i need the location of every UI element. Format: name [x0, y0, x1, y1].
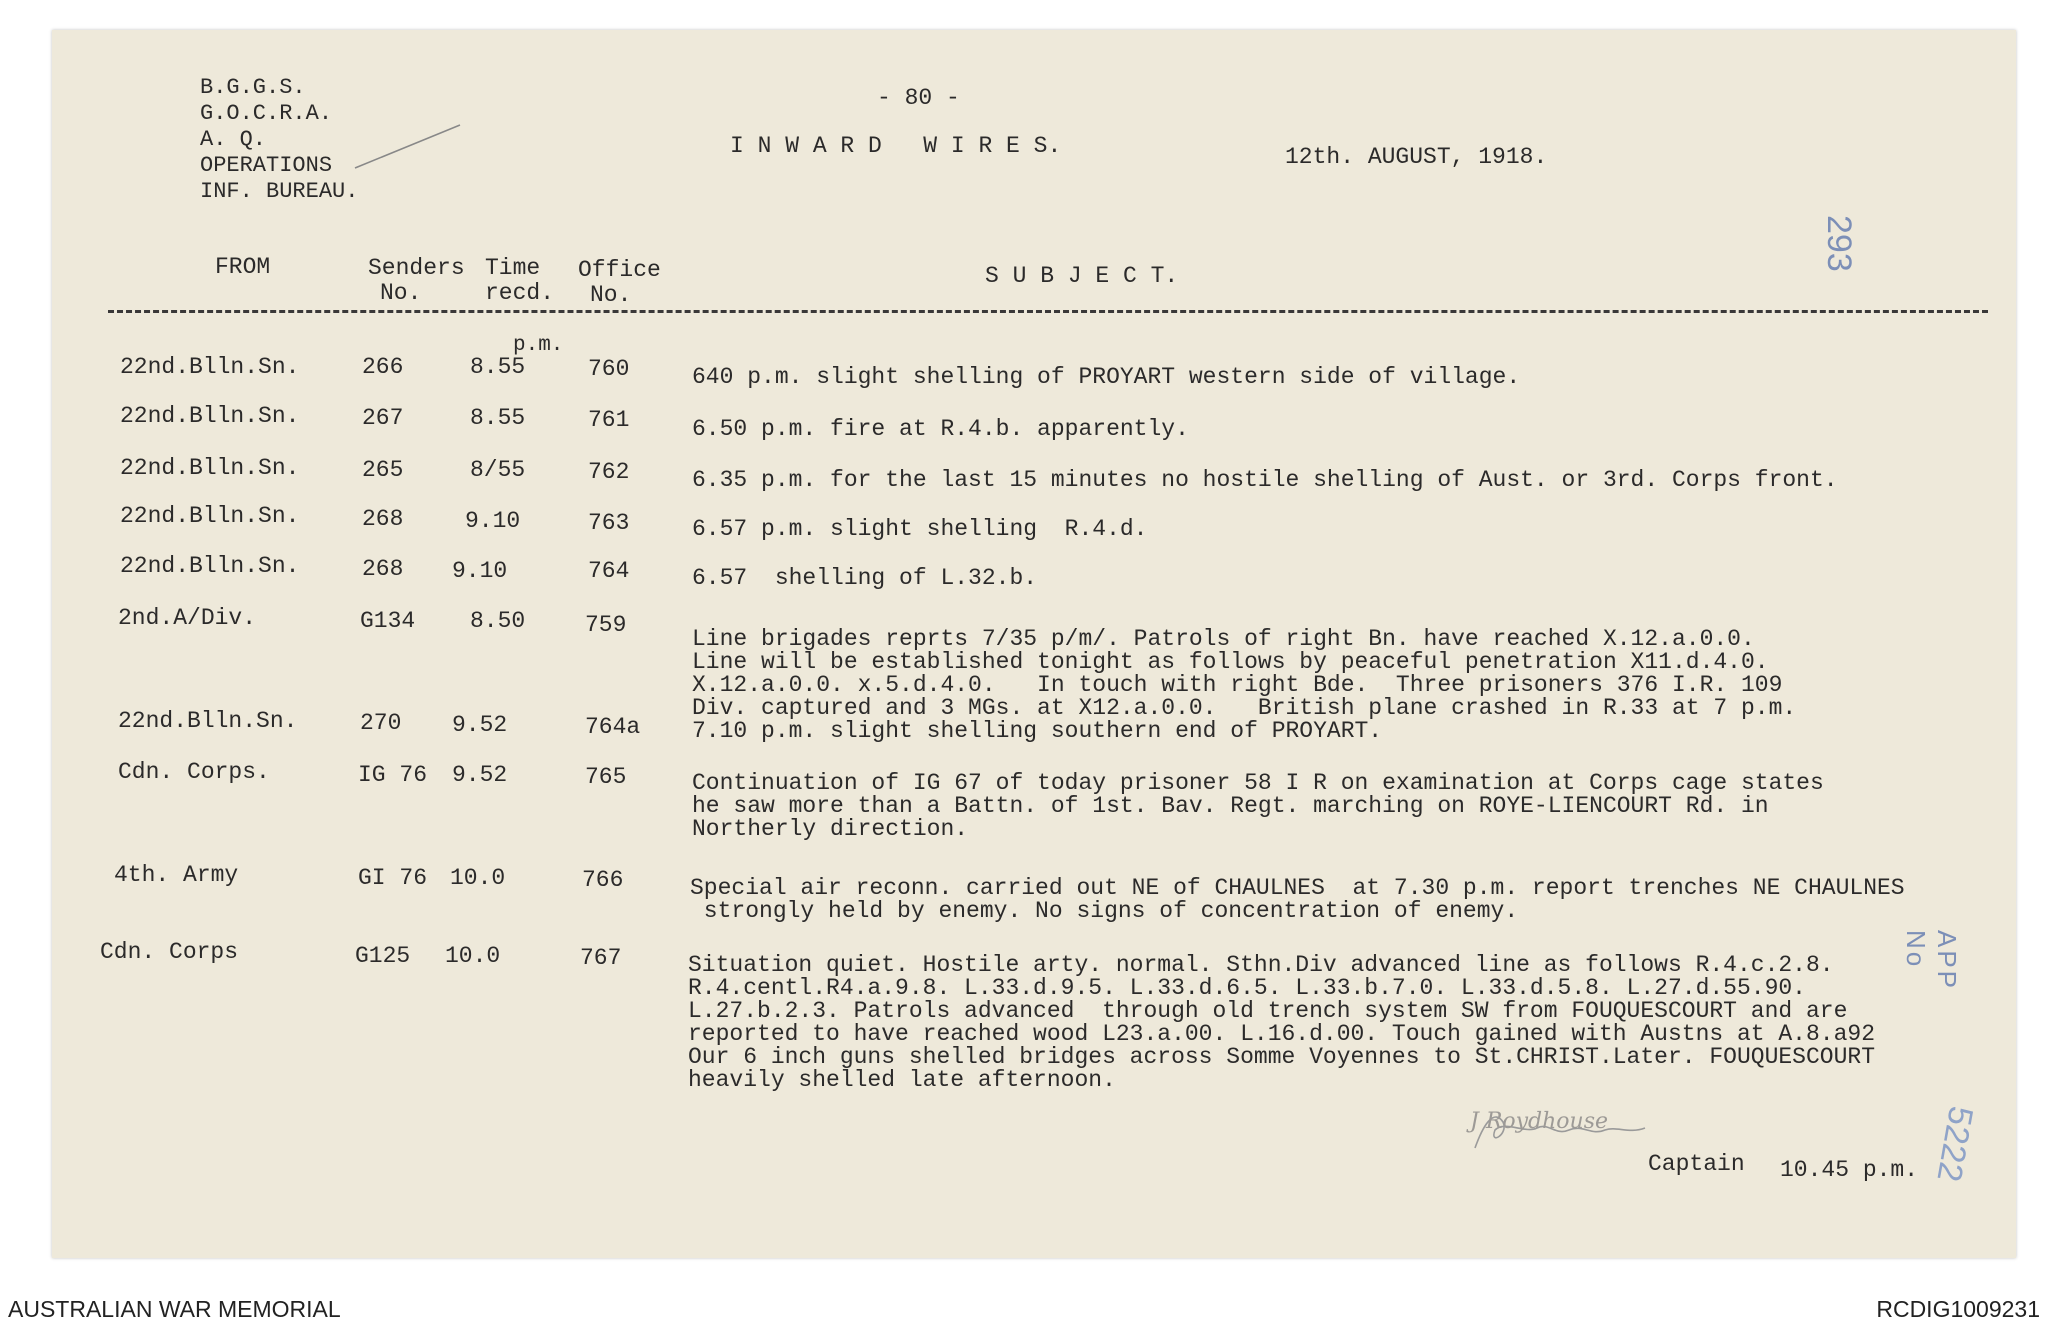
column-header-time: Time — [485, 255, 541, 281]
row-from: 22nd.Blln.Sn. — [120, 455, 300, 481]
row-subject-line: 6.57 shelling of L.32.b. — [692, 565, 1038, 591]
row-subject-line: he saw more than a Battn. of 1st. Bav. Regt. marching on ROYE-LIENCOURT Rd. in — [692, 793, 1769, 819]
distribution-line: B.G.G.S. — [200, 75, 306, 100]
row-senders-no: 267 — [362, 405, 404, 431]
row-time-recd: 9.52 — [452, 712, 508, 738]
row-from: 22nd.Blln.Sn. — [120, 503, 300, 529]
row-subject-line: strongly held by enemy. No signs of concentration of enemy. — [690, 898, 1519, 924]
row-office-no: 765 — [585, 764, 627, 790]
pm-note: p.m. — [513, 334, 564, 357]
row-office-no: 759 — [585, 612, 627, 638]
column-header-subject: S U B J E C T. — [985, 263, 1179, 289]
row-from: 4th. Army — [114, 862, 239, 888]
row-from: 2nd.A/Div. — [118, 605, 257, 631]
document-date: 12th. AUGUST, 1918. — [1285, 144, 1548, 170]
row-senders-no: IG 76 — [358, 762, 428, 788]
row-from: 22nd.Blln.Sn. — [118, 708, 298, 734]
column-header-senders: No. — [380, 280, 422, 306]
row-subject-line: heavily shelled late afternoon. — [688, 1067, 1116, 1093]
row-from: Cdn. Corps — [100, 939, 239, 965]
row-senders-no: G125 — [355, 943, 411, 969]
row-subject-line: 6.35 p.m. for the last 15 minutes no hostile shelling of Aust. or 3rd. Corps front. — [692, 467, 1838, 493]
row-subject-line: L.27.b.2.3. Patrols advanced through old trench system SW from FOUQUESCOURT and are — [688, 998, 1848, 1024]
signature-name: J Roydhouse — [1470, 1109, 1609, 1134]
column-header-senders: Senders — [368, 255, 465, 281]
row-from: Cdn. Corps. — [118, 759, 270, 785]
folio-mark: 5222 — [1929, 1103, 1980, 1185]
row-time-recd: 8.50 — [470, 608, 526, 634]
row-senders-no: G134 — [360, 608, 416, 634]
row-subject-line: Our 6 inch guns shelled bridges across Somme Voyennes to St.CHRIST.Later. FOUQUESCOURT — [688, 1044, 1875, 1070]
row-office-no: 764 — [588, 558, 630, 584]
row-subject-line: 7.10 p.m. slight shelling southern end of PROYART. — [692, 718, 1383, 744]
distribution-line: OPERATIONS — [200, 153, 333, 178]
row-subject-line: 6.50 p.m. fire at R.4.b. apparently. — [692, 416, 1189, 442]
row-senders-no: 265 — [362, 457, 404, 483]
distribution-line: INF. BUREAU. — [200, 179, 359, 204]
row-office-no: 764a — [585, 714, 641, 740]
row-office-no: 763 — [588, 510, 630, 536]
row-subject-line: Line brigades reprts 7/35 p/m/. Patrols of right Bn. have reached X.12.a.0.0. — [692, 626, 1755, 652]
row-office-no: 767 — [580, 945, 622, 971]
row-time-recd: 9.10 — [452, 558, 508, 584]
row-subject-line: Northerly direction. — [692, 816, 969, 842]
row-time-recd: 8/55 — [470, 457, 526, 483]
row-subject-line: Situation quiet. Hostile arty. normal. Sthn.Div advanced line as follows R.4.c.2.8. — [688, 952, 1834, 978]
appendix-note: APP No — [1901, 930, 1962, 991]
row-time-recd: 8.55 — [470, 405, 526, 431]
column-header-office: Office — [578, 257, 661, 283]
distribution-line: A. Q. — [200, 127, 267, 152]
row-subject-line: 640 p.m. slight shelling of PROYART western side of village. — [692, 364, 1521, 390]
row-subject-line: Line will be established tonight as follows by peaceful penetration X11.d.4.0. — [692, 649, 1769, 675]
row-office-no: 760 — [588, 356, 630, 382]
column-header-office: No. — [590, 282, 632, 308]
row-from: 22nd.Blln.Sn. — [120, 354, 300, 380]
document-title: I N W A R D W I R E S. — [730, 133, 1062, 159]
signoff-rank: Captain — [1648, 1151, 1745, 1177]
row-time-recd: 10.0 — [450, 865, 506, 891]
column-header-from: FROM — [215, 254, 271, 280]
pencil-tick-mark — [350, 120, 470, 175]
header-divider — [108, 310, 1988, 313]
row-subject-line: Continuation of IG 67 of today prisoner 58 I R on examination at Corps cage states — [692, 770, 1824, 796]
row-senders-no: 270 — [360, 710, 402, 736]
row-from: 22nd.Blln.Sn. — [120, 403, 300, 429]
row-time-recd: 9.52 — [452, 762, 508, 788]
column-header-time: recd. — [485, 280, 555, 306]
row-office-no: 761 — [588, 407, 630, 433]
signoff-time: 10.45 p.m. — [1780, 1157, 1919, 1183]
row-subject-line: R.4.centl.R4.a.9.8. L.33.d.9.5. L.33.d.6.5. L.33.b.7.0. L.33.d.5.8. L.27.d.55.90. — [688, 975, 1806, 1001]
row-subject-line: Div. captured and 3 MGs. at X12.a.0.0. British plane crashed in R.33 at 7 p.m. — [692, 695, 1797, 721]
footer-record-id: RCDIG1009231 — [1876, 1296, 2040, 1322]
row-time-recd: 8.55 — [470, 354, 526, 380]
row-office-no: 762 — [588, 459, 630, 485]
row-senders-no: 266 — [362, 354, 404, 380]
row-senders-no: 268 — [362, 506, 404, 532]
row-time-recd: 9.10 — [465, 508, 521, 534]
row-senders-no: GI 76 — [358, 865, 428, 891]
row-subject-line: Special air reconn. carried out NE of CHAULNES at 7.30 p.m. report trenches NE CHAULNES — [690, 875, 1905, 901]
distribution-line: G.O.C.R.A. — [200, 101, 333, 126]
row-subject-line: reported to have reached wood L23.a.00. L.16.d.00. Touch gained with Austns at A.8.a92 — [688, 1021, 1875, 1047]
row-time-recd: 10.0 — [445, 943, 501, 969]
row-senders-no: 268 — [362, 556, 404, 582]
row-office-no: 766 — [582, 867, 624, 893]
row-subject-line: X.12.a.0.0. x.5.d.4.0. In touch with right Bde. Three prisoners 376 I.R. 109 — [692, 672, 1783, 698]
footer-source: AUSTRALIAN WAR MEMORIAL — [8, 1296, 341, 1322]
page-number: - 80 - — [877, 85, 960, 111]
folio-number: 293 — [1820, 215, 1858, 272]
row-from: 22nd.Blln.Sn. — [120, 553, 300, 579]
row-subject-line: 6.57 p.m. slight shelling R.4.d. — [692, 516, 1148, 542]
